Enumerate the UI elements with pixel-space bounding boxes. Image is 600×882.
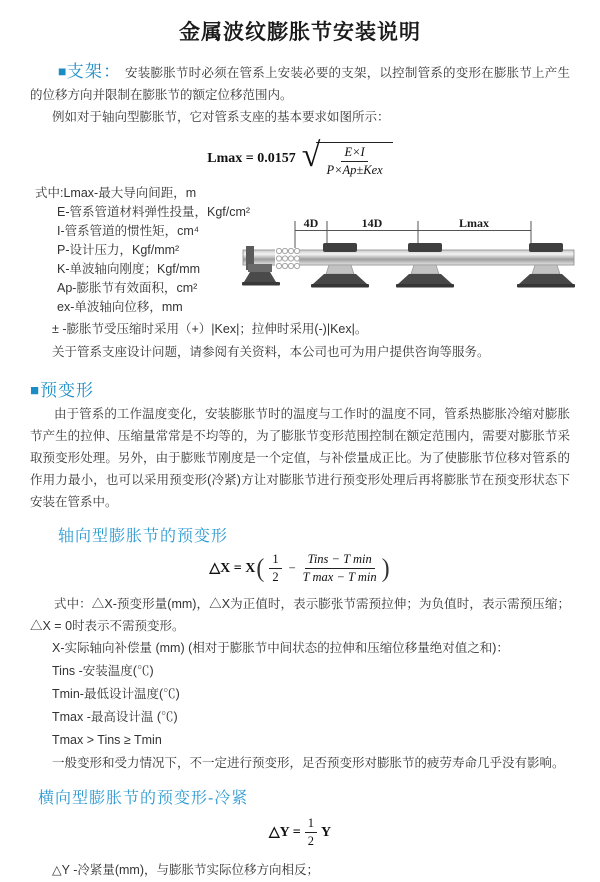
half-numerator: 1 [305,816,317,833]
pipe-support-diagram [240,214,596,306]
half-denominator: 2 [272,570,279,584]
radical-sign [302,139,393,178]
lmax-formula [30,139,570,178]
definition-item: Ap-膨胀节有效面积，cm² [57,281,198,295]
half-denominator: 2 [307,834,314,848]
definition-item: P-设计压力，Kgf/mm² [57,243,180,257]
definition-item: I-管系管道的惯性矩，cm⁴ [57,224,200,238]
lateral-formula-rhs: Y [320,824,332,840]
axial-item: Tins -安装温度(℃) [52,664,154,678]
axial-frac-temp [303,552,377,585]
axial-item: X-实际轴向补偿量 (mm) (相对于膨胀节中间状态的拉伸和压缩位移量绝对值之和)： [52,641,509,655]
minus-sign: − [288,561,296,575]
close-paren: ) [381,554,390,583]
lateral-formula-lhs: △Y = [268,825,301,840]
dim-label-14d: 14D [361,216,383,230]
half-numerator: 1 [269,552,281,569]
temp-numerator: Tins − T min [305,552,375,569]
definition-item: E-管系管道材料弹性投量，Kgf/cm² [57,205,251,219]
axial-item: Tmax > Tins ≥ Tmin [52,733,162,747]
lmax-numerator: E×I [341,145,367,162]
section-square-icon: ■ [30,382,41,399]
support-intro-paragraph [30,60,570,106]
pipe-support-diagram-svg [240,214,596,306]
sign-note-line: ± -膨胀节受压缩时采用（+）|Kex|；拉伸时采用(-)|Kex|。 [52,322,368,336]
definition-item: K-单波轴向刚度；Kgf/mm [57,262,201,276]
page-title: 金属波纹膨胀节安装说明 [179,21,421,44]
support-intro-text: 安装膨胀节时必须在管系上安装必要的支架，以控制管系的变形在膨胀节上产生的位移方向并限制在膨胀节的额定位移范围内。 [30,66,570,102]
definition-item: ex-单波轴向位移，mm [57,300,183,314]
axial-item: Tmin-最低设计温度(℃) [52,687,180,701]
lateral-frac-half [305,816,317,849]
predeform-paragraph: 由于管系的工作温度变化，安装膨胀节时的温度与工作时的温度不同，管系热膨胀冷缩对膨胀节产生的拉伸、压缩量常常是不均等的，为了膨胀节变形范围控制在额定范围内，需要对膨胀节采取预变形处理。另外，由于膨账节刚度是一个定值，与补偿量成正比。为了使膨胀节位移对管系的作用力最小，也可以采用预变形(冷紧)方让对膨胀节进行预变形处理后再将膨胀节在预变形状态下安装在管系中。 [30,407,570,509]
support-example-line: 例如对于轴向型膨胀节，它对管系支座的基本要求如图所示： [52,110,390,124]
axial-formula-lhs: △X = X [209,561,256,576]
lmax-formula-lhs: Lmax = 0.0157 [207,150,296,166]
definition-item: 式中:Lmax-最大导向间距，m [35,186,197,200]
sqrt-icon: √ [301,137,321,174]
temp-denominator: T max − T min [302,570,377,584]
bellows-icon [275,248,300,269]
lmax-formula-fraction [326,145,382,178]
axial-note-line: 一般变形和受力情况下，不一定进行预变形，足否预变形对膨胀节的疲劳寿命几乎没有影响。 [52,756,565,770]
dim-label-lmax: Lmax [459,216,489,230]
axial-frac-half [269,552,281,585]
predeform-heading-text: 预变形 [40,381,95,400]
dim-label-4d: 4D [303,216,319,230]
definitions-and-diagram [30,184,570,318]
axial-formula [30,552,570,585]
lateral-formula [30,816,570,849]
predeform-section-heading [30,376,570,401]
axial-explain-paragraph: 式中：△X-预变形量(mm)，△X为正值时，表示膨张节需预拉伸；为负值时，表示需预压缩；△X = 0时表示不需预变形。 [30,597,570,633]
lateral-subsection-heading: 横向型膨胀节的预变形-冷紧 [38,790,249,807]
axial-subsection-heading: 轴向型膨胀节的预变形 [58,528,229,545]
section-square-icon: ■ [58,63,67,79]
open-paren: ( [256,554,265,583]
lateral-note-line: △Y -冷紧量(mm)，与膨胀节实际位移方向相反； [52,863,320,877]
service-note-line: 关于管系支座设计问题，请参阅有关资料，本公司也可为用户提供咨询等服务。 [52,345,490,359]
lmax-denominator: P×Ap±Kex [326,163,383,177]
axial-item: Tmax -最高设计温 (℃) [52,710,178,724]
support-section-heading: 支架： [66,62,122,81]
